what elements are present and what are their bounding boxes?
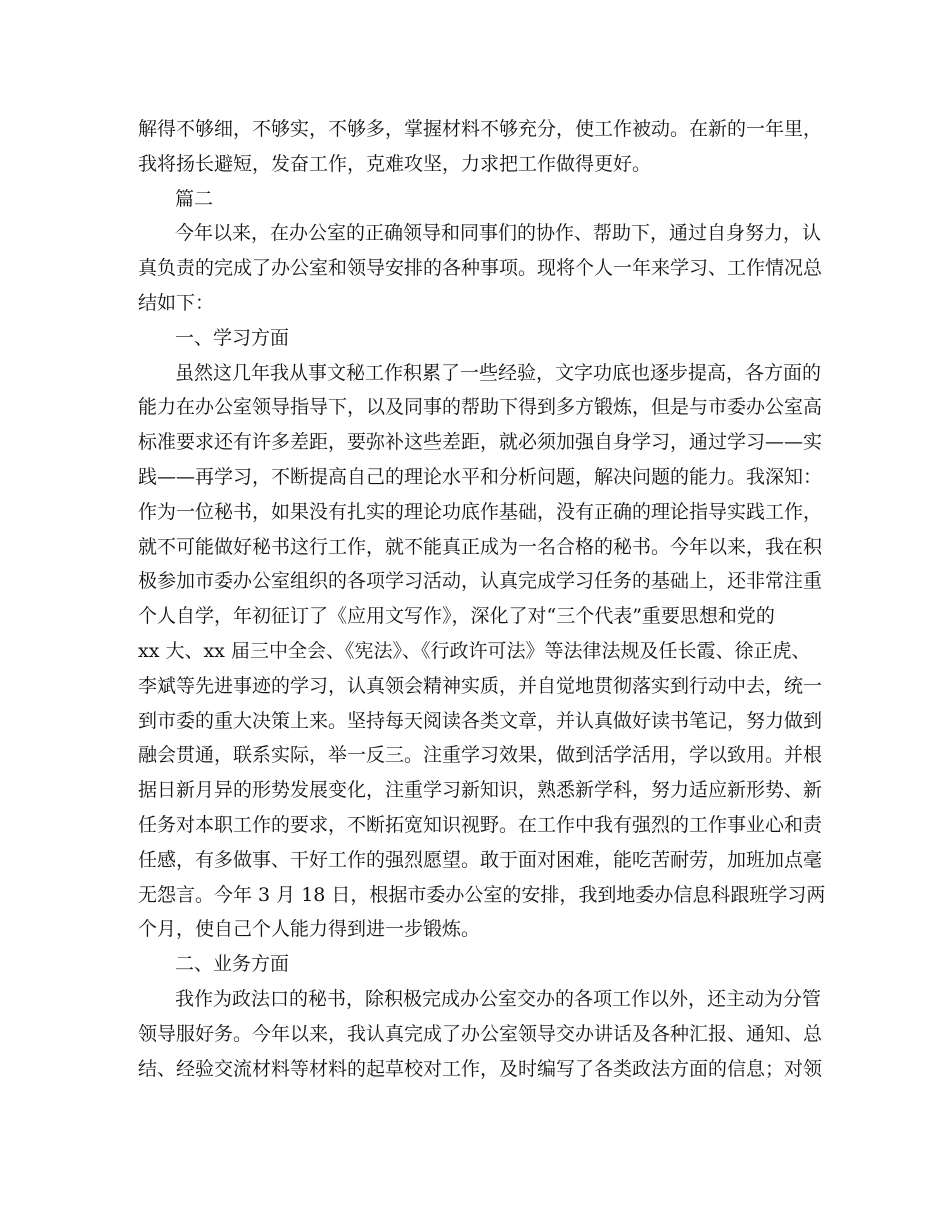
paragraph-start: 今年以来，在办公室的正确领导和同事们的协作、帮助下，通过自身努力，认 xyxy=(175,222,822,245)
text-line: 个人自学，年初征订了《应用文写作》，深化了对“三个代表”重要思想和党的 xyxy=(138,605,775,628)
paragraph-start: 虽然这几年我从事文秘工作积累了一些经验，文字功底也逐步提高，各方面的 xyxy=(175,361,822,384)
section-heading: 篇二 xyxy=(175,187,214,210)
text-line: 解得不够细，不够实，不够多，掌握材料不够充分，使工作被动。在新的一年里， xyxy=(138,118,823,140)
text-line: 践——再学习，不断提高自己的理论水平和分析问题，解决问题的能力。我深知： xyxy=(138,465,823,488)
text-line: 结如下： xyxy=(138,291,215,314)
text-line: 极参加市委办公室组织的各项学习活动，认真完成学习任务的基础上，还非常注重 xyxy=(138,570,823,593)
text-line: 个月，使自己个人能力得到进一步锻炼。 xyxy=(138,918,481,941)
text-line: 任感，有多做事、干好工作的强烈愿望。敢于面对困难，能吃苦耐劳，加班加点毫 xyxy=(138,848,823,871)
text-line: 到市委的重大决策上来。坚持每天阅读各类文章，并认真做好读书笔记，努力做到 xyxy=(138,709,823,732)
text-line: 结、经验交流材料等材料的起草校对工作，及时编写了各类政法方面的信息；对领 xyxy=(138,1057,823,1080)
text-line: 无怨言。今年 3 月 18 日，根据市委办公室的安排，我到地委办信息科跟班学习两 xyxy=(138,883,826,906)
text-line: 我将扬长避短，发奋工作，克难攻坚，力求把工作做得更好。 xyxy=(138,152,652,175)
document-body xyxy=(138,112,826,1086)
text-line: 标准要求还有许多差距，要弥补这些差距，就必须加强自身学习，通过学习——实 xyxy=(138,431,823,454)
text-line: 任务对本职工作的要求，不断拓宽知识视野。在工作中我有强烈的工作事业心和责 xyxy=(138,813,823,836)
text-line: 李斌等先进事迹的学习，认真领会精神实质，并自觉地贯彻落实到行动中去，统一 xyxy=(138,674,823,697)
text-line: 就不可能做好秘书这行工作，就不能真正成为一名合格的秘书。今年以来，我在积 xyxy=(138,535,823,558)
text-line: 真负责的完成了办公室和领导安排的各种事项。现将个人一年来学习、工作情况总 xyxy=(138,257,823,280)
section-heading: 一、学习方面 xyxy=(175,326,290,349)
text-line: 能力在办公室领导指导下，以及同事的帮助下得到多方锻炼，但是与市委办公室高 xyxy=(138,396,823,419)
text-line: xx 大、xx 届三中全会、《宪法》、《行政许可法》等法律法规及任长霞、徐正虎、 xyxy=(138,639,811,662)
text-line: 融会贯通，联系实际，举一反三。注重学习效果，做到活学活用，学以致用。并根 xyxy=(138,744,823,767)
text-line: 据日新月异的形势发展变化，注重学习新知识，熟悉新学科，努力适应新形势、新 xyxy=(138,779,823,802)
text-line: 作为一位秘书，如果没有扎实的理论功底作基础，没有正确的理论指导实践工作， xyxy=(138,500,823,523)
section-heading: 二、业务方面 xyxy=(175,953,290,976)
paragraph-start: 我作为政法口的秘书，除积极完成办公室交办的各项工作以外，还主动为分管 xyxy=(175,987,822,1010)
text-line: 领导服好务。今年以来，我认真完成了办公室领导交办讲话及各种汇报、通知、总 xyxy=(138,1022,823,1045)
